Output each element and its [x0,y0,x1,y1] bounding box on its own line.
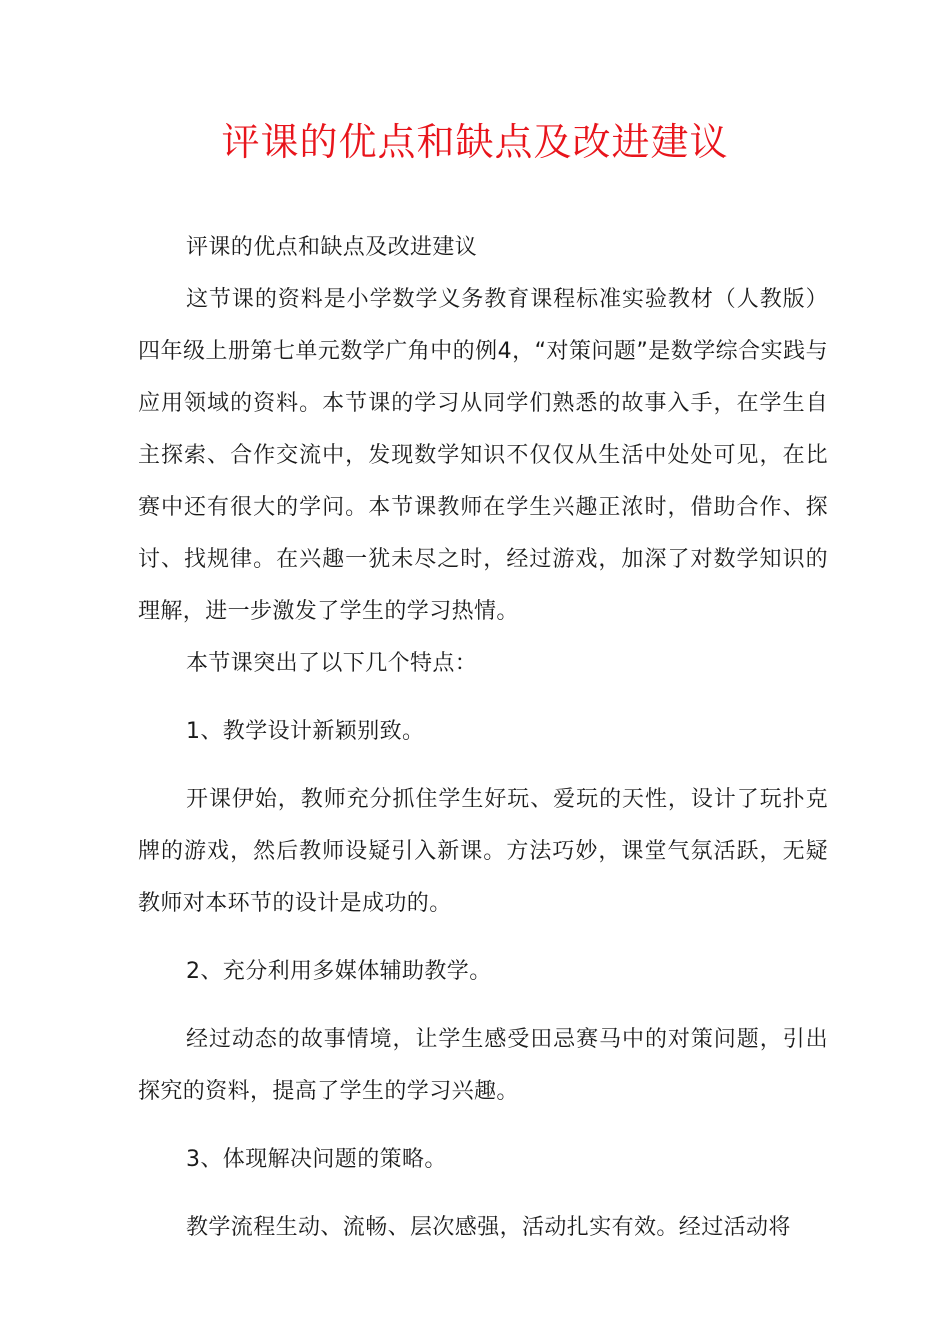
spacer [138,1186,828,1202]
paragraph-point-1-detail: 开课伊始，教师充分抓住学生好玩、爱玩的天性，设计了玩扑克牌的游戏，然后教师设疑引入新课。方法巧妙，课堂气氛活跃，无疑教师对本环节的设计是成功的。 [138,787,828,916]
spacer [138,690,828,706]
paragraph-point-2: 2、充分利用多媒体辅助教学。 [186,959,492,984]
spacer [138,758,828,774]
paragraph-subtitle: 评课的优点和缺点及改进建议 [186,235,478,260]
paragraph-intro: 这节课的资料是小学数学义务教育课程标准实验教材（人教版）四年级上册第七单元数学广角中的例4，“对策问题”是数学综合实践与应用领域的资料。本节课的学习从同学们熟悉的故事入手，在学生自主探索、合作交流中，发现数学知识不仅仅从生活中处处可见，在比赛中还有很大的学问。本节课教师在学生兴趣正浓时，借助合作、探讨、找规律。在兴趣一犹未尽之时，经过游戏，加深了对数学知识的理解，进一步激发了学生的学习热情。 [138,287,828,624]
paragraph-point-3: 3、体现解决问题的策略。 [186,1147,447,1172]
spacer [138,1118,828,1134]
spacer [138,930,828,946]
paragraph-features-lead: 本节课突出了以下几个特点： [186,651,478,676]
document-title: 评课的优点和缺点及改进建议 [221,120,729,164]
paragraph-point-2-detail: 经过动态的故事情境，让学生感受田忌赛马中的对策问题，引出探究的资料，提高了学生的学习兴趣。 [138,1027,828,1104]
spacer [138,998,828,1014]
paragraph-point-3-detail: 教学流程生动、流畅、层次感强，活动扎实有效。经过活动将 [186,1215,791,1240]
paragraph-point-1: 1、教学设计新颖别致。 [186,719,425,744]
document-body [138,222,828,1254]
